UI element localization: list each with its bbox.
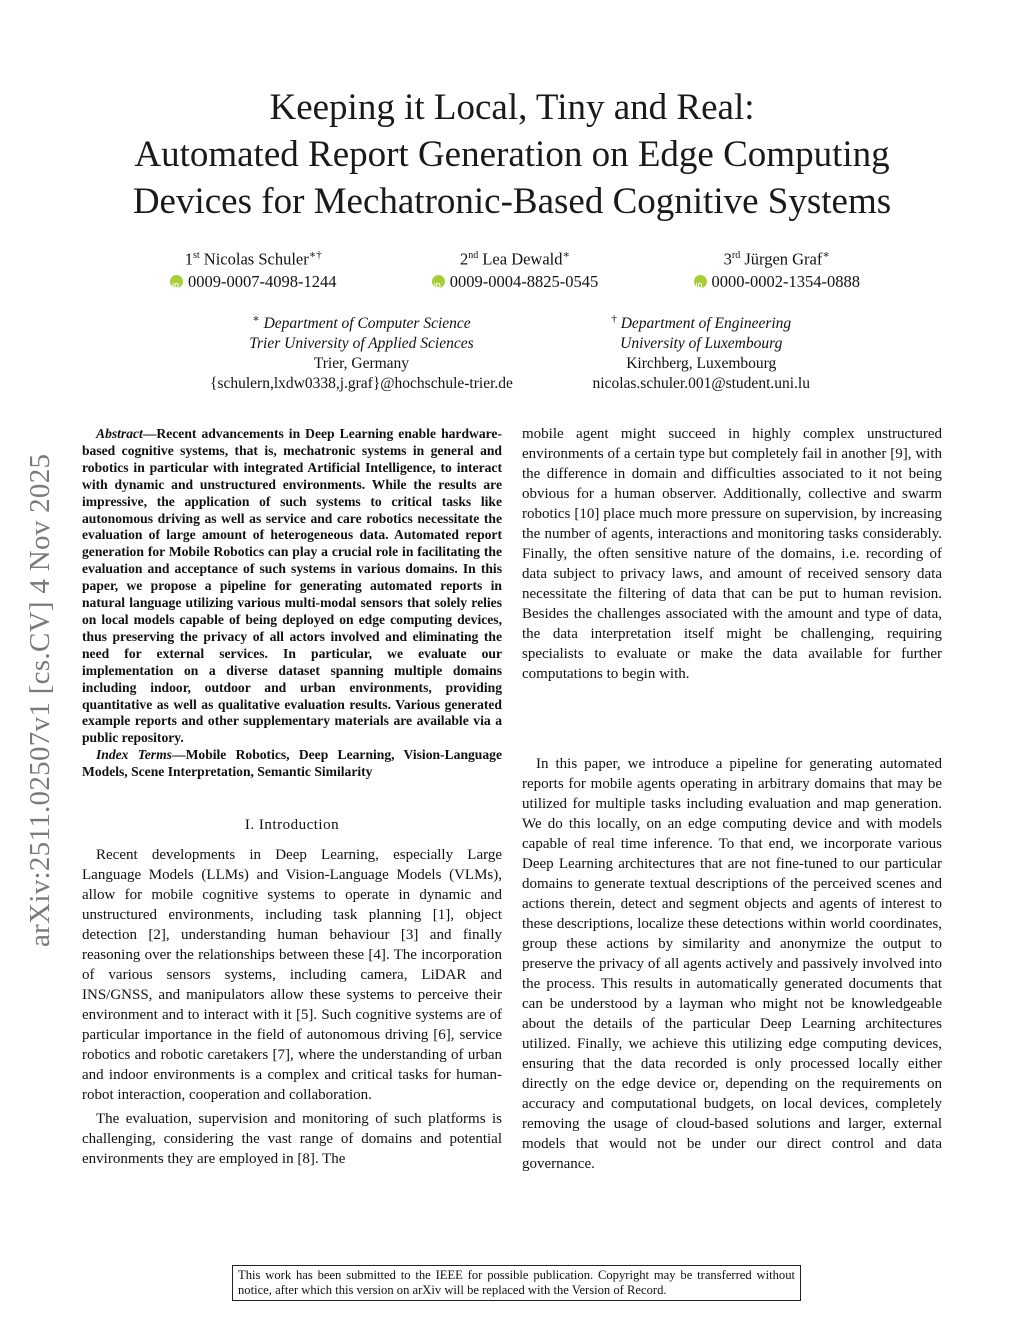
paper-title xyxy=(60,84,964,225)
section-heading: I. Introduction xyxy=(244,817,340,834)
title-line-2: Automated Report Generation on Edge Computing xyxy=(134,134,890,175)
author-name: Lea Dewald xyxy=(482,249,563,269)
title-line-3: Devices for Mechatronic-Based Cognitive Systems xyxy=(132,181,892,222)
index-terms-text: —Mobile Robotics, Deep Learning, Vision-Language Models, Scene Interpretation, Semantic Similarity xyxy=(82,747,502,780)
intro-paragraph-2: The evaluation, supervision and monitoring of such platforms is challenging, considering the vast range of domains and potential environments they are employed in [8]. The xyxy=(82,1111,502,1168)
right-column xyxy=(522,424,942,1174)
abstract-label: Abstract xyxy=(96,426,143,441)
right-paragraph-2: In this paper, we introduce a pipeline for generating automated reports for mobile agents operating in arbitrary domains that may be utilized for multiple tasks including evaluation and map generation. We do this locally, on an edge computing device and with models capable of real time inference. To that end, we incorporate various Deep Learning architectures that are not fine-tuned to our particular domains to generate textual descriptions of the perceived scenes and actions therein, detect and segment objects and agents of interest to these descriptions, localize these detections within world coordinates, group these actions by similarity and anonymize the output to preserve the privacy of all agents actively and passively involved into the process. This results in automatically generated documents that can be understood by a layman who might not be knowledgeable about the details of the particular Deep Learning architectures utilized. Finally, we achieve this utilizing edge computing devices, ensuring that the data recorded is only processed locally either directly on the edge device or, depending on the requirements on accuracy and computational budgets, on local devices, completely removing the usage of cloud-based solutions and larger, external models that would not be under our direct control and data governance. xyxy=(522,756,942,1172)
author-list xyxy=(170,244,860,293)
abstract-text: —Recent advancements in Deep Learning enable hardware-based cognitive systems, that is, mechatronic systems in general and robotics in particular with integrated Artificial Intelligence, to interact with dynamic and unstructured environments. While the results are impressive, the application of such systems to critical tasks like autonomous driving as well as service and care robotics necessitate the evaluation of large amount of heterogeneous data. Automated report generation for Mobile Robotics can play a crucial role in facilitating the evaluation and acceptance of such systems in various domains. In this paper, we propose a pipeline for generating automated reports in natural language utilizing various multi-modal sensors that solely relies on local models capable of being deployed on edge computing devices, thus preserving the privacy of all actors involved and eliminating the need for external services. In particular, we evaluate our implementation on a diverse dataset spanning multiple domains including indoor, outdoor and urban environments, providing quantitative as well as qualitative evaluation results. Various generated example reports and other supplementary materials are available via a public repository. xyxy=(82,426,502,746)
author-2: 2nd Lea Dewald∗ iD0009-0004-8825-0545 xyxy=(432,244,598,293)
orcid-link[interactable]: iD0009-0007-4098-1244 xyxy=(170,271,336,293)
abstract xyxy=(82,426,502,781)
orcid-link[interactable]: iD0009-0004-8825-0545 xyxy=(432,271,598,293)
orcid-link[interactable]: iD0000-0002-1354-0888 xyxy=(694,271,860,293)
author-name: Jürgen Graf xyxy=(744,249,823,269)
author-1: 1st Nicolas Schuler∗† iD0009-0007-4098-1244 xyxy=(170,244,336,293)
orcid-icon xyxy=(170,275,183,288)
orcid-icon xyxy=(432,275,445,288)
affiliation-1: ∗ Department of Computer Science Trier University of Applied Sciences Trier, Germany {schulern,lxdw0338,j.graf}@hochschule-trier.de xyxy=(210,313,513,393)
author-3: 3rd Jürgen Graf∗ iD0000-0002-1354-0888 xyxy=(694,244,860,293)
author-name: Nicolas Schuler xyxy=(203,249,309,269)
email-address: {schulern,lxdw0338,j.graf}@hochschule-trier.de xyxy=(210,375,513,393)
title-line-1: Keeping it Local, Tiny and Real: xyxy=(269,87,755,128)
affiliation-list xyxy=(210,309,810,394)
email-address: nicolas.schuler.001@student.uni.lu xyxy=(592,375,810,393)
right-paragraph-1: mobile agent might succeed in highly complex unstructured environments of a certain type but completely fail in another [9], with the difference in domain and difficulties associated to it not being obvious for a human observer. Additionally, collective and swarm robotics [10] place much more pressure on supervision, by increasing the number of agents, interactions and monitoring tasks considerably. Finally, the often sensitive nature of the domains, i.e. recording of data subject to privacy laws, and amount of received sensory data necessitate the filtering of data that can be put to human revision. Besides the challenges associated with the amount and type of data, the data interpretation itself might be challenging, requiring specialists to evaluate or make the data available for further computations to begin with. xyxy=(522,426,942,682)
intro-paragraph-1: Recent developments in Deep Learning, especially Large Language Models (LLMs) and Vision-Language Models (VLMs), allow for mobile cognitive systems to operate in dynamic and unstructured environments, including task planning [1], object detection [2], understanding human behaviour [3] and finally reasoning over the relationships between these [4]. The incorporation of various sensors systems, including camera, LiDAR and INS/GNSS, and manipulators allow these systems to perceive their environment and to interact with it [5]. Such cognitive systems are of particular importance in the field of autonomous driving [6], service robotics and robotic caretakers [7], where the understanding of urban and indoor environments is a complex and critical tasks for human-robot interaction, cooperation and collaboration. xyxy=(82,847,502,1104)
orcid-icon xyxy=(694,275,707,288)
copyright-notice-box: This work has been submitted to the IEEE for possible publication. Copyright may be transferred without notice, after which this version on arXiv will be replaced with the Version of Record. xyxy=(232,1265,801,1301)
left-column xyxy=(82,426,502,1169)
affiliation-2: † Department of Engineering University of Luxembourg Kirchberg, Luxembourg nicolas.schuler.001@student.uni.lu xyxy=(592,313,810,393)
arxiv-identifier-stamp: arXiv:2511.02507v1 [cs.CV] 4 Nov 2025 xyxy=(24,453,56,947)
index-terms-label: Index Terms xyxy=(96,747,172,763)
